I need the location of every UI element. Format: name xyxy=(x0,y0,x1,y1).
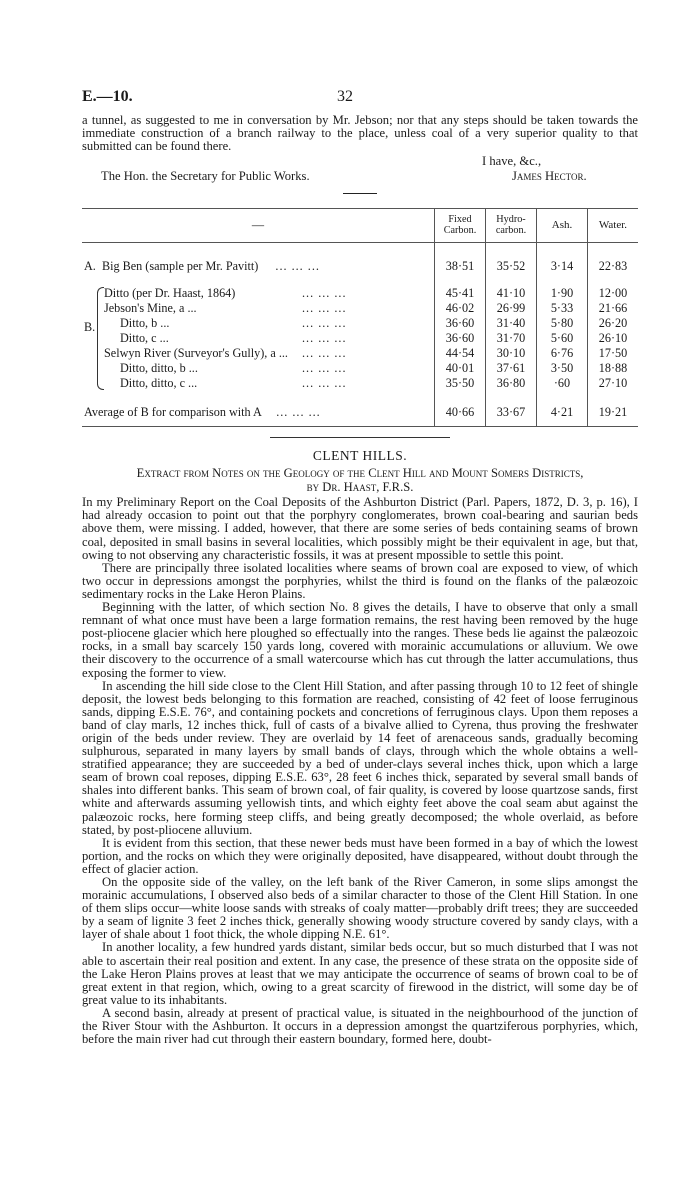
signatory-name: James Hector. xyxy=(512,169,587,184)
table-header-row xyxy=(82,209,638,243)
body-paragraph: In my Preliminary Report on the Coal Deposits of the Ashburton District (Parl. Papers, 1872, D. 3, p. 16), I had already occasion to point out that the porphyry conglomerates, brown coal-bearing and saurian beds above them, were missing. I added, however, that there are some series of beds containing seams of brown coal, deposited in small basins in several localities, which possibly might be their equivalent in age, but that, owing to not observing any characteristic fossils, it was at present mpossible to settle this point. xyxy=(82,495,638,562)
row-label xyxy=(82,361,435,376)
average-label: Average of B for comparison with A xyxy=(84,405,262,420)
hydrocarbon-value: 41·10 xyxy=(486,286,537,301)
intro-paragraph: a tunnel, as suggested to me in conversation by Mr. Jebson; nor that any steps should be taken towards the immediate construction of a branch railway to the place, unless coal of a very superior quality to that submitted can be found there. xyxy=(82,113,638,154)
short-divider xyxy=(343,193,377,194)
table-row-b xyxy=(82,286,638,301)
table-spacer-row xyxy=(82,274,638,286)
table-row-b xyxy=(82,346,638,361)
section-byline: by Dr. Haast, F.R.S. xyxy=(306,479,414,494)
hydrocarbon-value: 26·99 xyxy=(486,301,537,316)
section-divider xyxy=(270,437,450,438)
fixed-carbon-value: 46·02 xyxy=(435,301,486,316)
table-bottom-row xyxy=(82,420,638,427)
dot-leader: ... ... ... xyxy=(276,405,321,420)
dot-leader: ... ... ... xyxy=(302,331,347,346)
table-row-b xyxy=(82,361,638,376)
sample-name: Ditto, ditto, c ... xyxy=(120,376,198,391)
water-value: 18·88 xyxy=(588,361,639,376)
dot-leader: ... ... ... xyxy=(275,259,320,274)
body-paragraph: It is evident from this section, that these newer beds must have been formed in a bay of which the lowest portion, and the rocks on which they were originally deposited, have disappeared, without doubt through the effect of glacier action. xyxy=(82,835,638,876)
hydrocarbon-value: 36·80 xyxy=(486,376,537,391)
fixed-carbon-value: 40·66 xyxy=(435,405,486,420)
row-label xyxy=(82,405,435,420)
sample-name: Ditto, b ... xyxy=(120,316,170,331)
hydrocarbon-value: 37·61 xyxy=(486,361,537,376)
ash-value: 3·14 xyxy=(537,259,588,274)
hydrocarbon-value: 33·67 xyxy=(486,405,537,420)
sample-name: Ditto, ditto, b ... xyxy=(120,361,198,376)
sample-name: Jebson's Mine, a ... xyxy=(104,301,197,316)
column-header: Ash. xyxy=(537,209,588,243)
dot-leader: ... ... ... xyxy=(302,376,347,391)
average-row xyxy=(82,405,638,420)
sample-name: Ditto, c ... xyxy=(120,331,169,346)
fixed-carbon-value: 35·50 xyxy=(435,376,486,391)
body-paragraph: A second basin, already at present of practical value, is situated in the neighbourhood of the junction of the River Stour with the Ashburton. It occurs in a depression amongst the quartziferous porphyries, which, before the main river had cut through their eastern boundary, formed here, doubt- xyxy=(82,1005,638,1047)
body-paragraph: There are principally three isolated localities where seams of brown coal are exposed to view, of which two occur in depressions amongst the porphyries, whilst the third is found on the flanks of the palæozoic sedimentary rocks in the Lake Heron Plains. xyxy=(82,560,638,601)
water-value: 26·10 xyxy=(588,331,639,346)
ash-value: 5·33 xyxy=(537,301,588,316)
column-header: Fixed Carbon. xyxy=(435,209,486,243)
water-value: 27·10 xyxy=(588,376,639,391)
body-paragraph: On the opposite side of the valley, on the left bank of the River Cameron, in some slips amongst the morainic accumulations, I observed also beds of a similar character to those of the Clent Hill Station. In one of them slips occur—white loose sands with streaks of coaly matter—probably drift trees; they are succeeded by a seam of lignite 3 feet 2 inches thick, generally showing woody structure covered by sandy clays, with a layer of shale about 1 foot thick, the whole dipping N.E. 61°. xyxy=(82,875,638,942)
hydrocarbon-value: 35·52 xyxy=(486,259,537,274)
letter-signature xyxy=(82,153,638,185)
fixed-carbon-value: 36·60 xyxy=(435,331,486,346)
row-label xyxy=(82,301,435,316)
water-value: 21·66 xyxy=(588,301,639,316)
table-row-b xyxy=(82,331,638,346)
row-label xyxy=(82,259,435,274)
section-title: CLENT HILLS. xyxy=(312,448,408,464)
fixed-carbon-value: 44·54 xyxy=(435,346,486,361)
body-paragraph: In ascending the hill side close to the Clent Hill Station, and after passing through 10 to 12 feet of shingle deposit, the lowest beds belonging to this formation are reached, consisting of 42 feet of loose ferruginous sands, dipping E.S.E. 76°, and containing pockets and concretions of ferruginous clays. Upon them reposes a band of clay marls, 12 inches thick, full of casts of a bivalve allied to Cyrena, thus proving the freshwater origin of the beds under review. They are overlaid by 14 feet of arenaceous sands, gradually becoming sulphurous, separated in many layers by small bands of clays, through which the whole obtains a well-stratified appearance; they are succeeded by a bed of under-clays several inches thick, upon which a large seam of brown coal reposes, dipping E.S.E. 63°, 28 feet 6 inches thick, separated by several small bands of shales into different banks. This seam of brown coal, of fair quality, is covered by loose quartzose sands, first white and afterwards assuming yellowish tints, and which eighty feet above the coal seam abut against the palæozoic rocks, here forming steep cliffs, and being greatly decomposed; the whole overlaid, as before stated, by post-pliocene alluvium. xyxy=(82,678,638,837)
water-value: 19·21 xyxy=(588,405,639,420)
ash-value: 1·90 xyxy=(537,286,588,301)
dot-leader: ... ... ... xyxy=(302,316,347,331)
sample-name: Ditto (per Dr. Haast, 1864) xyxy=(104,286,236,301)
body-paragraph: In another locality, a few hundred yards distant, similar beds occur, but so much disturbed that I was not able to ascertain their real position and extent. In any case, the presence of these strata on the opposite side of the Lake Heron Plains proves at least that we may anticipate the occurrence of seams of brown coal to be of great extent in that region, which, owing to a great scarcity of firewood in the district, will some day be of great value to its inhabitants. xyxy=(82,940,638,1007)
row-label xyxy=(82,346,435,361)
table-row-b xyxy=(82,301,638,316)
row-label xyxy=(82,376,435,391)
closing-line: I have, &c., xyxy=(482,154,542,169)
table-spacer-row xyxy=(82,243,638,260)
row-label xyxy=(82,331,435,346)
hydrocarbon-value: 30·10 xyxy=(486,346,537,361)
addressee-line: The Hon. the Secretary for Public Works. xyxy=(101,169,310,184)
hydrocarbon-value: 31·40 xyxy=(486,316,537,331)
water-value: 26·20 xyxy=(588,316,639,331)
group-a-label: A. xyxy=(84,259,96,274)
header-blank-cell: — xyxy=(82,209,435,243)
water-value: 17·50 xyxy=(588,346,639,361)
dot-leader: ... ... ... xyxy=(302,346,347,361)
ash-value: 5·60 xyxy=(537,331,588,346)
fixed-carbon-value: 36·60 xyxy=(435,316,486,331)
document-reference: E.—10. xyxy=(82,88,133,105)
page-number: 32 xyxy=(337,88,353,105)
ash-value: ·60 xyxy=(537,376,588,391)
coal-analysis-table xyxy=(82,208,638,427)
column-header: Hydro-carbon. xyxy=(486,209,537,243)
row-label xyxy=(82,286,435,301)
ash-value: 4·21 xyxy=(537,405,588,420)
ash-value: 3·50 xyxy=(537,361,588,376)
table-row-b xyxy=(82,316,638,331)
page-header xyxy=(82,88,638,114)
dot-leader: ... ... ... xyxy=(302,361,347,376)
fixed-carbon-value: 38·51 xyxy=(435,259,486,274)
sample-name: Big Ben (sample per Mr. Pavitt) xyxy=(101,259,259,274)
table-row-a xyxy=(82,259,638,274)
ash-value: 5·80 xyxy=(537,316,588,331)
fixed-carbon-value: 45·41 xyxy=(435,286,486,301)
document-page xyxy=(82,88,638,1046)
group-b-brace xyxy=(97,287,104,390)
table-row-b xyxy=(82,376,638,391)
sample-name: Selwyn River (Surveyor's Gully), a ... xyxy=(104,346,288,361)
column-header: Water. xyxy=(588,209,639,243)
ash-value: 6·76 xyxy=(537,346,588,361)
water-value: 22·83 xyxy=(588,259,639,274)
section-subtitle: Extract from Notes on the Geology of the Clent Hill and Mount Somers Districts, xyxy=(136,466,584,481)
group-b-rows xyxy=(82,286,638,391)
dot-leader: ... ... ... xyxy=(302,286,347,301)
hydrocarbon-value: 31·70 xyxy=(486,331,537,346)
table-spacer-row xyxy=(82,391,638,405)
group-b-label: B. xyxy=(84,320,96,335)
dot-leader: ... ... ... xyxy=(302,301,347,316)
row-label xyxy=(82,316,435,335)
body-paragraph: Beginning with the latter, of which section No. 8 gives the details, I have to observe that only a small remnant of what once must have been a large formation remains, the rest having been removed by the huge post-pliocene glacier which here ploughed so effectually into the ranges. These beds lie against the palæozoic rocks, in a small bay scarcely 150 yards long, covered with morainic accumulations or alluvium. We owe their discovery to the occurrence of a small watercourse which has cut through the latter accumulations, thus exposing the former to view. xyxy=(82,600,638,680)
water-value: 12·00 xyxy=(588,286,639,301)
fixed-carbon-value: 40·01 xyxy=(435,361,486,376)
